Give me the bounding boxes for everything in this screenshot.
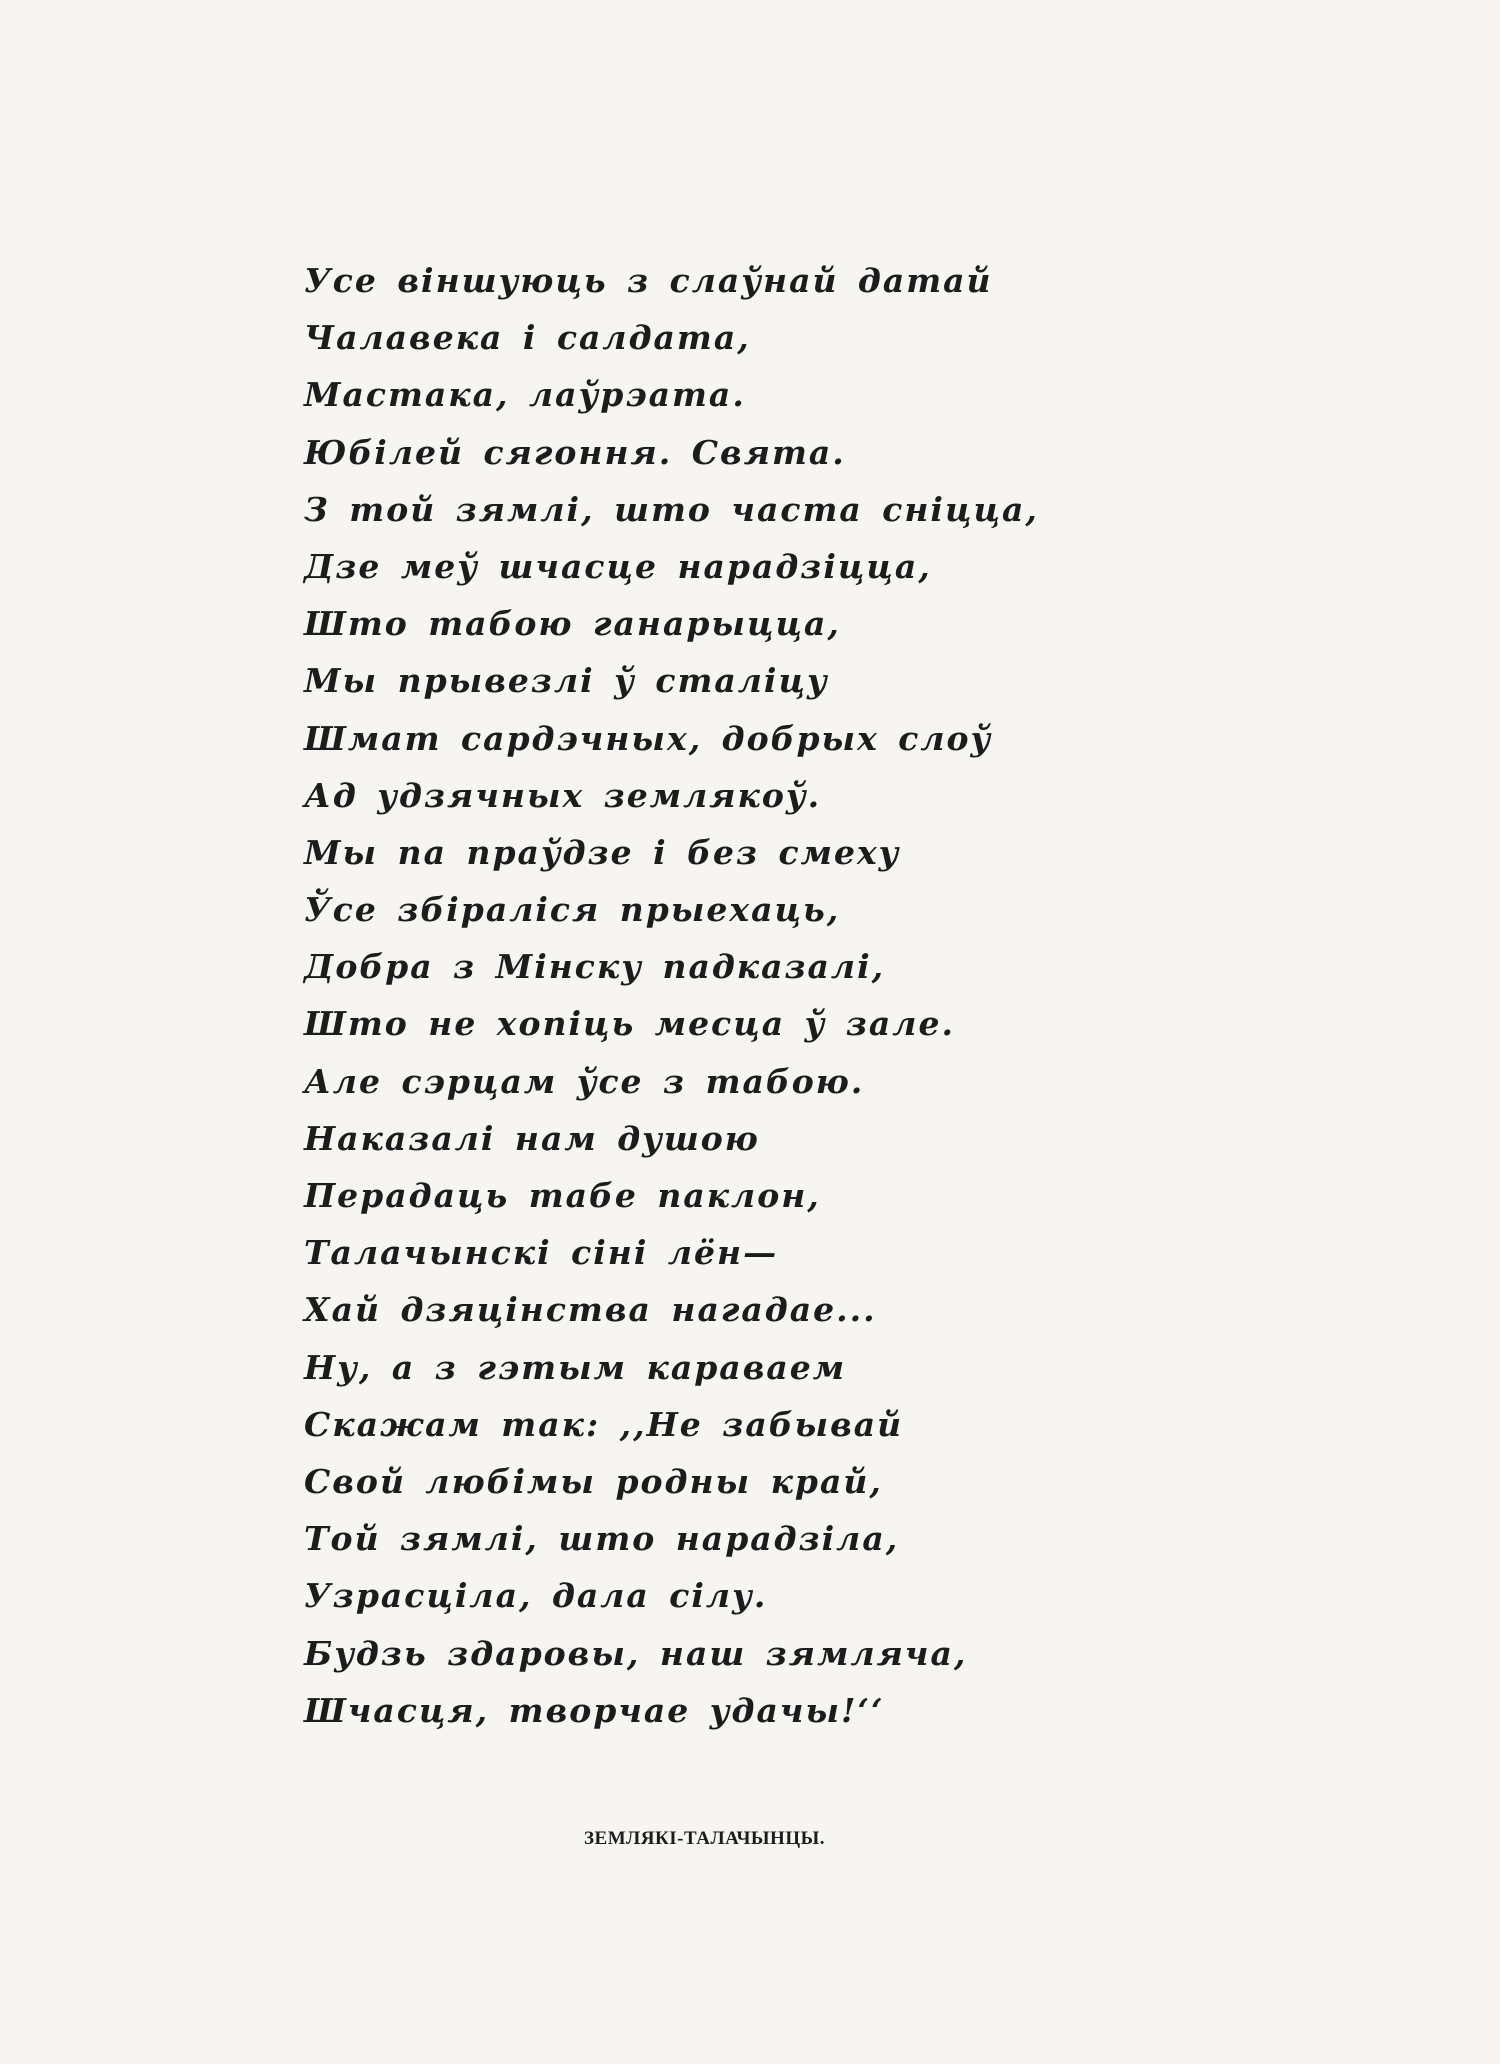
poem-line: Скажам так: ,,Не забывай — [304, 1404, 904, 1444]
poem-line: Мастака, лаўрэата. — [304, 375, 746, 415]
poem-line: Будзь здаровы, наш зямляча, — [304, 1633, 968, 1673]
poem-line: Свой любімы родны край, — [304, 1461, 883, 1501]
poem-line: Мы па праўдзе і без смеху — [304, 832, 901, 872]
poem-line: Шмат сардэчных, добрых слоў — [304, 718, 993, 758]
poem-line: Ну, а з гэтым караваем — [304, 1347, 847, 1387]
poem-line: Дзе мeў шчасце нарадзіцца, — [304, 546, 932, 586]
poem-line: Той зямлі, што нарадзіла, — [304, 1519, 900, 1559]
poem-line: Узрасціла, дала сілу. — [304, 1576, 768, 1616]
poem-line: Добра з Мінску падказалі, — [304, 947, 886, 987]
poem-line: З той зямлі, што часта сніцца, — [304, 489, 1039, 529]
poem — [304, 252, 1204, 1739]
poem-line: Перадаць табе паклон, — [304, 1176, 821, 1215]
poem-line: Ад удзячных землякоў. — [304, 775, 822, 815]
poem-line: Чалавека і салдата, — [304, 318, 751, 358]
poem-line: Талачынскі сіні лён— — [304, 1233, 779, 1273]
signature: ЗЕМЛЯКІ-ТАЛАЧЫНЦЫ. — [584, 1828, 826, 1849]
poem-line: Наказалі нам душою — [304, 1118, 760, 1158]
poem-line: Ўсе збіраліся прыехаць, — [304, 890, 841, 930]
poem-line: Але сэрцам ўсе з табою. — [304, 1061, 865, 1101]
poem-line: Юбілей сягоння. Свята. — [304, 432, 846, 472]
poem-line: Што табою ганарыцца, — [304, 604, 841, 644]
poem-line: Што не хопіць месца ў зале. — [304, 1004, 955, 1044]
poem-line: Усе віншуюць з слаўнай датай — [304, 261, 993, 300]
poem-line: Хай дзяцінства нагадае... — [304, 1290, 877, 1330]
poem-line: Шчасця, творчае удачы!‘‘ — [304, 1690, 885, 1730]
poem-line: Мы прывезлі ў сталіцу — [304, 661, 829, 701]
